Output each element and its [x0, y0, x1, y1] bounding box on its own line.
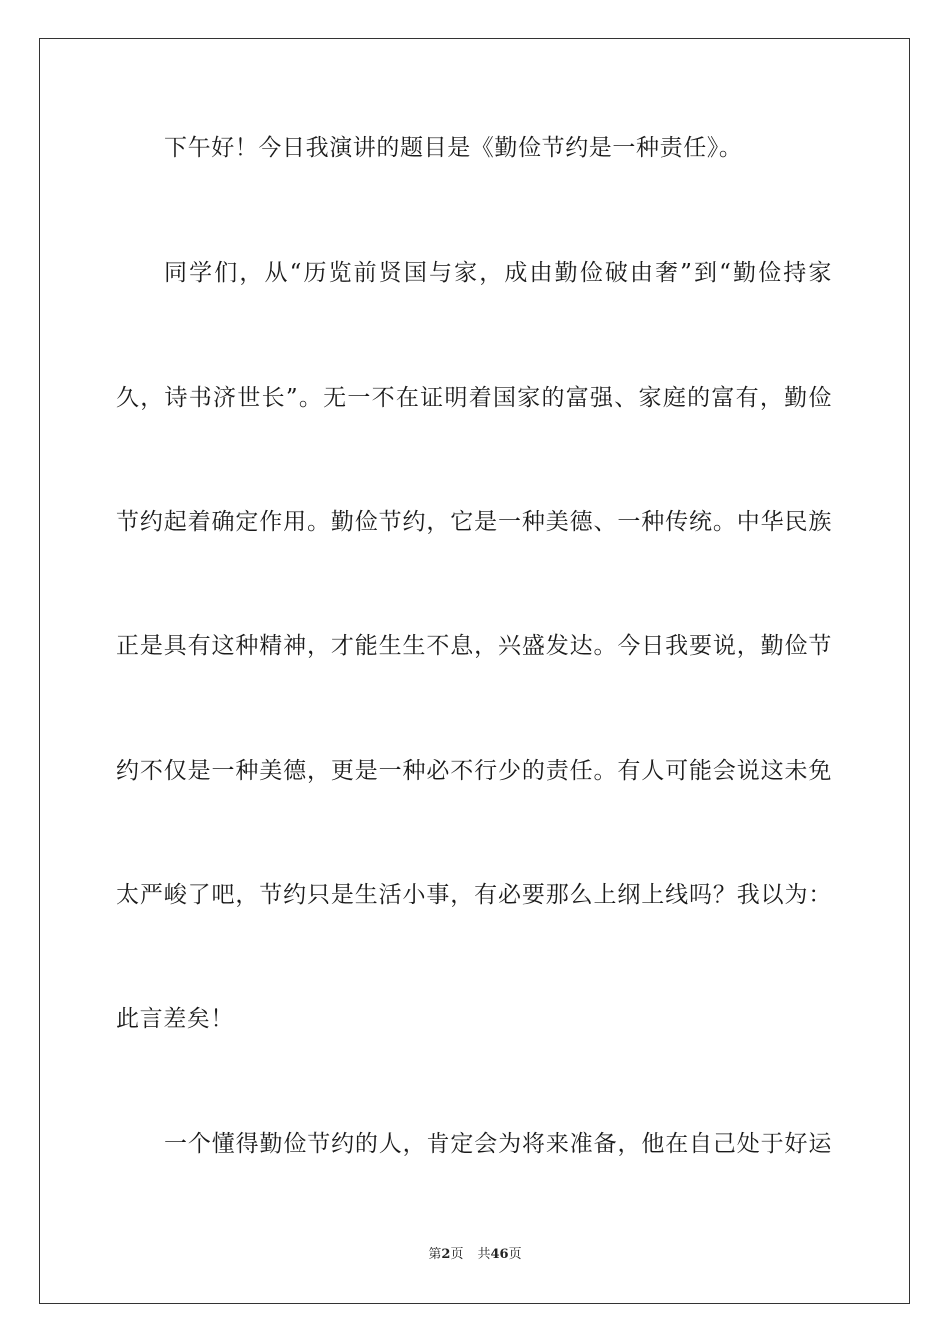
paragraph-line-5: 正是具有这种精神，才能生生不息，兴盛发达。今日我要说，勤俭节 — [116, 633, 832, 659]
paragraph-line-3: 久，诗书济世长”。无一不在证明着国家的富强、家庭的富有，勤俭 — [116, 385, 832, 411]
paragraph-line-1: 下午好！今日我演讲的题目是《勤俭节约是一种责任》。 — [164, 135, 743, 161]
paragraph-line-6: 约不仅是一种美德，更是一种必不行少的责任。有人可能会说这未免 — [116, 758, 832, 784]
page-label-suffix: 页 — [450, 1247, 464, 1262]
paragraph-line-9: 一个懂得勤俭节约的人，肯定会为将来准备，他在自己处于好运 — [164, 1131, 832, 1157]
paragraph-line-7: 太严峻了吧，节约只是生活小事，有必要那么上纲上线吗？我以为： — [116, 882, 832, 908]
page-label-prefix: 第 — [428, 1247, 442, 1262]
paragraph-line-4: 节约起着确定作用。勤俭节约，它是一种美德、一种传统。中华民族 — [116, 509, 832, 535]
total-pages: 46 — [490, 1247, 509, 1262]
paragraph-line-8: 此言差矣！ — [116, 1006, 234, 1032]
paragraph-line-2: 同学们，从“历览前贤国与家，成由勤俭破由奢”到“勤俭持家 — [164, 260, 832, 286]
total-label-prefix: 共 — [477, 1247, 491, 1262]
page-border — [39, 38, 910, 1304]
total-label-suffix: 页 — [508, 1247, 522, 1262]
page-number: 2 — [441, 1247, 451, 1262]
page-footer — [0, 1246, 950, 1264]
